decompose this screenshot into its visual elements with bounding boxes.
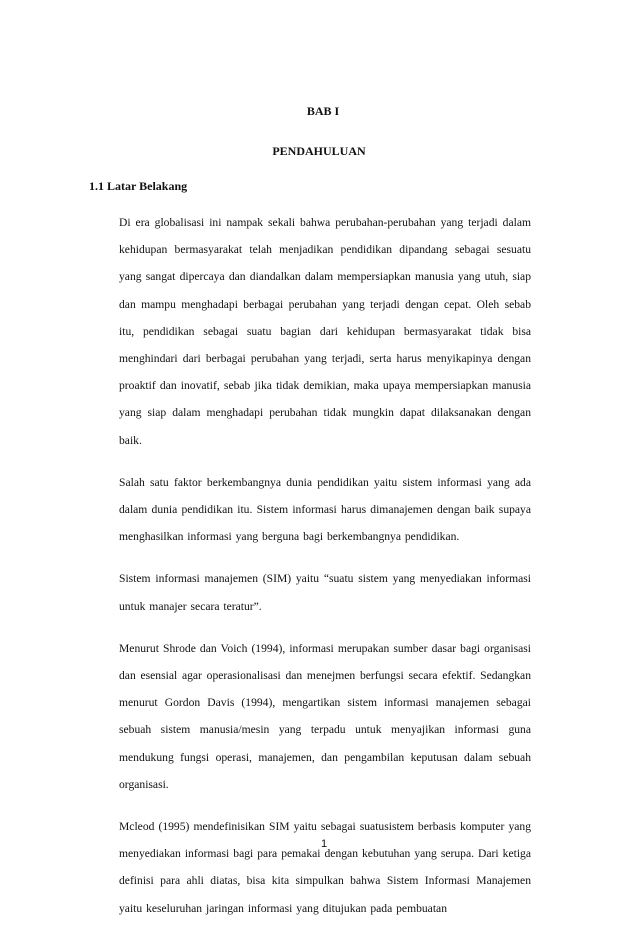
section-heading: 1.1 Latar Belakang [89,179,188,193]
chapter-number: BAB I [306,104,340,118]
paragraph-1: Di era globalisasi ini nampak sekali bahwa perubahan-perubahan yang terjadi dalam kehidupan bermasyarakat telah menjadikan pendidikan dipandang sebagai sesuatu yang sangat dipercaya dan diandalkan dalam mempersiapkan manusia yang utuh, siap dan mampu menghadapi berbagai perubahan yang terjadi dengan cepat. Oleh sebab itu, pendidikan sebagai suatu bagian dari kehidupan bermasyarakat tidak bisa menghindari dari berbagai perubahan yang terjadi, serta harus menyikapinya dengan proaktif dan inovatif, sebab jika tidak demikian, maka upaya mempersiapkan manusia yang siap dalam menghadapi perubahan tidak mungkin dapat dilaksanakan dengan baik. [119,216,531,447]
paragraph-5: Mcleod (1995) mendefinisikan SIM yaitu sebagai suatusistem berbasis komputer yang menyediakan informasi bagi para pemakai dengan kebutuhan yang serupa. Dari ketiga definisi para ahli diatas, bisa kita simpulkan bahwa Sistem Informasi Manajemen yaitu keseluruhan jaringan informasi yang ditujukan pada pembuatan [119,820,531,915]
paragraph-2: Salah satu faktor berkembangnya dunia pendidikan yaitu sistem informasi yang ada dalam dunia pendidikan itu. Sistem informasi harus dimanajemen dengan baik supaya menghasilkan informasi yang berguna bagi berkembangnya pendidikan. [119,475,531,544]
page-number: 1 [320,838,328,850]
paragraph-4: Menurut Shrode dan Voich (1994), informasi merupakan sumber dasar bagi organisasi dan esensial agar operasionalisasi dan menejmen berfungsi secara efektif. Sedangkan menurut Gordon Davis (1994), mengartikan sistem informasi manajemen sebagai sebuah sistem manusia/mesin yang terpadu untuk menyajikan informasi guna mendukung fungsi operasi, manajemen, dan pengambilan keputusan dalam sebuah organisasi. [119,641,531,791]
body-text [119,209,531,937]
paragraph-3: Sistem informasi manajemen (SIM) yaitu “suatu sistem yang menyediakan informasi untuk manajer secara teratur”. [119,572,531,613]
chapter-title: PENDAHULUAN [272,144,366,158]
